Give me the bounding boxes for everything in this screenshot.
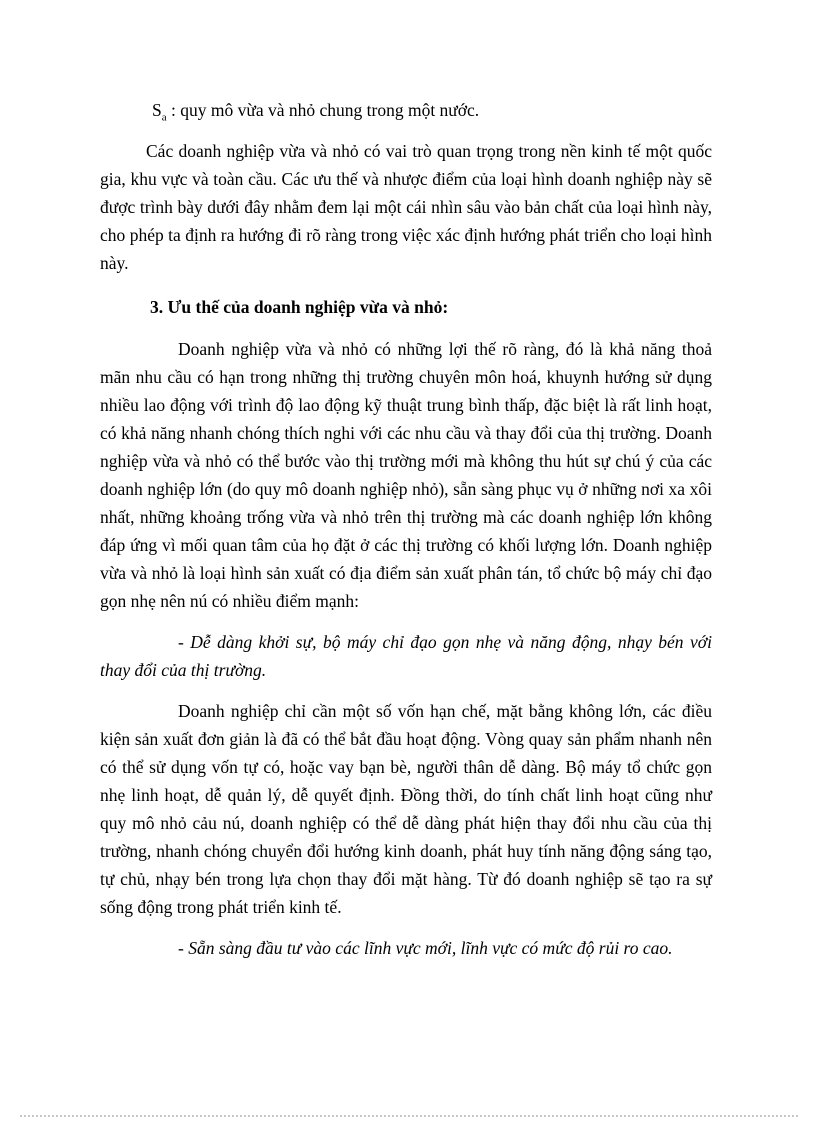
definition-subscript: a xyxy=(161,111,167,124)
document-content xyxy=(100,96,712,975)
definition-line xyxy=(100,96,712,124)
definition-text: : quy mô vừa và nhỏ chung trong một nước. xyxy=(166,100,480,120)
paragraph-capital: Doanh nghiệp chỉ cần một số vốn hạn chế, mặt bằng không lớn, các điều kiện sản xuất đơn giản là đã có thể bắt đầu hoạt động. Vòng quay sản phẩm nhanh nên có thể sử dụng vốn tự có, hoặc vay bạn bè, người thân dễ dàng. Bộ máy tổ chức gọn nhẹ linh hoạt, dễ quản lý, dễ quyết định. Đồng thời, do tính chất linh hoạt cũng như quy mô nhỏ cảu nú, doanh nghiệp có thể dễ dàng phát hiện thay đổi nhu cầu của thị trường, nhanh chóng chuyển đổi hướng kinh doanh, phát huy tính năng động sáng tạo, tự chủ, nhạy bén trong lựa chọn thay đổi mặt hàng. Từ đó doanh nghiệp sẽ tạo ra sự sống động trong phát triển kinh tế. xyxy=(100,701,712,917)
paragraph-advantages: Doanh nghiệp vừa và nhỏ có những lợi thế rõ ràng, đó là khả năng thoả mãn nhu cầu có hạn trong những thị trường chuyên môn hoá, khuynh hướng sử dụng nhiều lao động với trình độ lao động kỹ thuật trung bình thấp, đặc biệt là rất linh hoạt, có khả năng nhanh chóng thích nghi với các nhu cầu và thay đổi của thị trường. Doanh nghiệp vừa và nhỏ có thể bước vào thị trường mới mà không thu hút sự chú ý của các doanh nghiệp lớn (do quy mô doanh nghiệp nhỏ), sẵn sàng phục vụ ở những nơi xa xôi nhất, những khoảng trống vừa và nhỏ trên thị trường mà các doanh nghiệp lớn không đáp ứng vì mối quan tâm của họ đặt ở các thị trường có khối lượng lớn. Doanh nghiệp vừa và nhỏ là loại hình sản xuất có địa điểm sản xuất phân tán, tổ chức bộ máy chỉ đạo gọn nhẹ nên nú có nhiều điểm mạnh: xyxy=(100,339,712,611)
bullet-risk-investment: - Sẵn sàng đầu tư vào các lĩnh vực mới, lĩnh vực có mức độ rủi ro cao. xyxy=(178,938,673,958)
section-heading: 3. Ưu thế của doanh nghiệp vừa và nhỏ: xyxy=(150,297,449,317)
definition-symbol: S xyxy=(152,100,162,120)
page-bottom-dotted-line xyxy=(20,1115,798,1117)
paragraph-intro: Các doanh nghiệp vừa và nhỏ có vai trò quan trọng trong nền kinh tế một quốc gia, khu vực và toàn cầu. Các ưu thế và nhược điểm của loại hình doanh nghiệp này sẽ được trình bày dưới đây nhằm đem lại một cái nhìn sâu vào bản chất của loại hình này, cho phép ta định ra hướng đi rõ ràng trong việc xác định hướng phát triển cho loại hình này. xyxy=(100,141,712,273)
bullet-easy-start: - Dễ dàng khởi sự, bộ máy chỉ đạo gọn nhẹ và năng động, nhạy bén với thay đổi của thị trường. xyxy=(100,632,712,680)
